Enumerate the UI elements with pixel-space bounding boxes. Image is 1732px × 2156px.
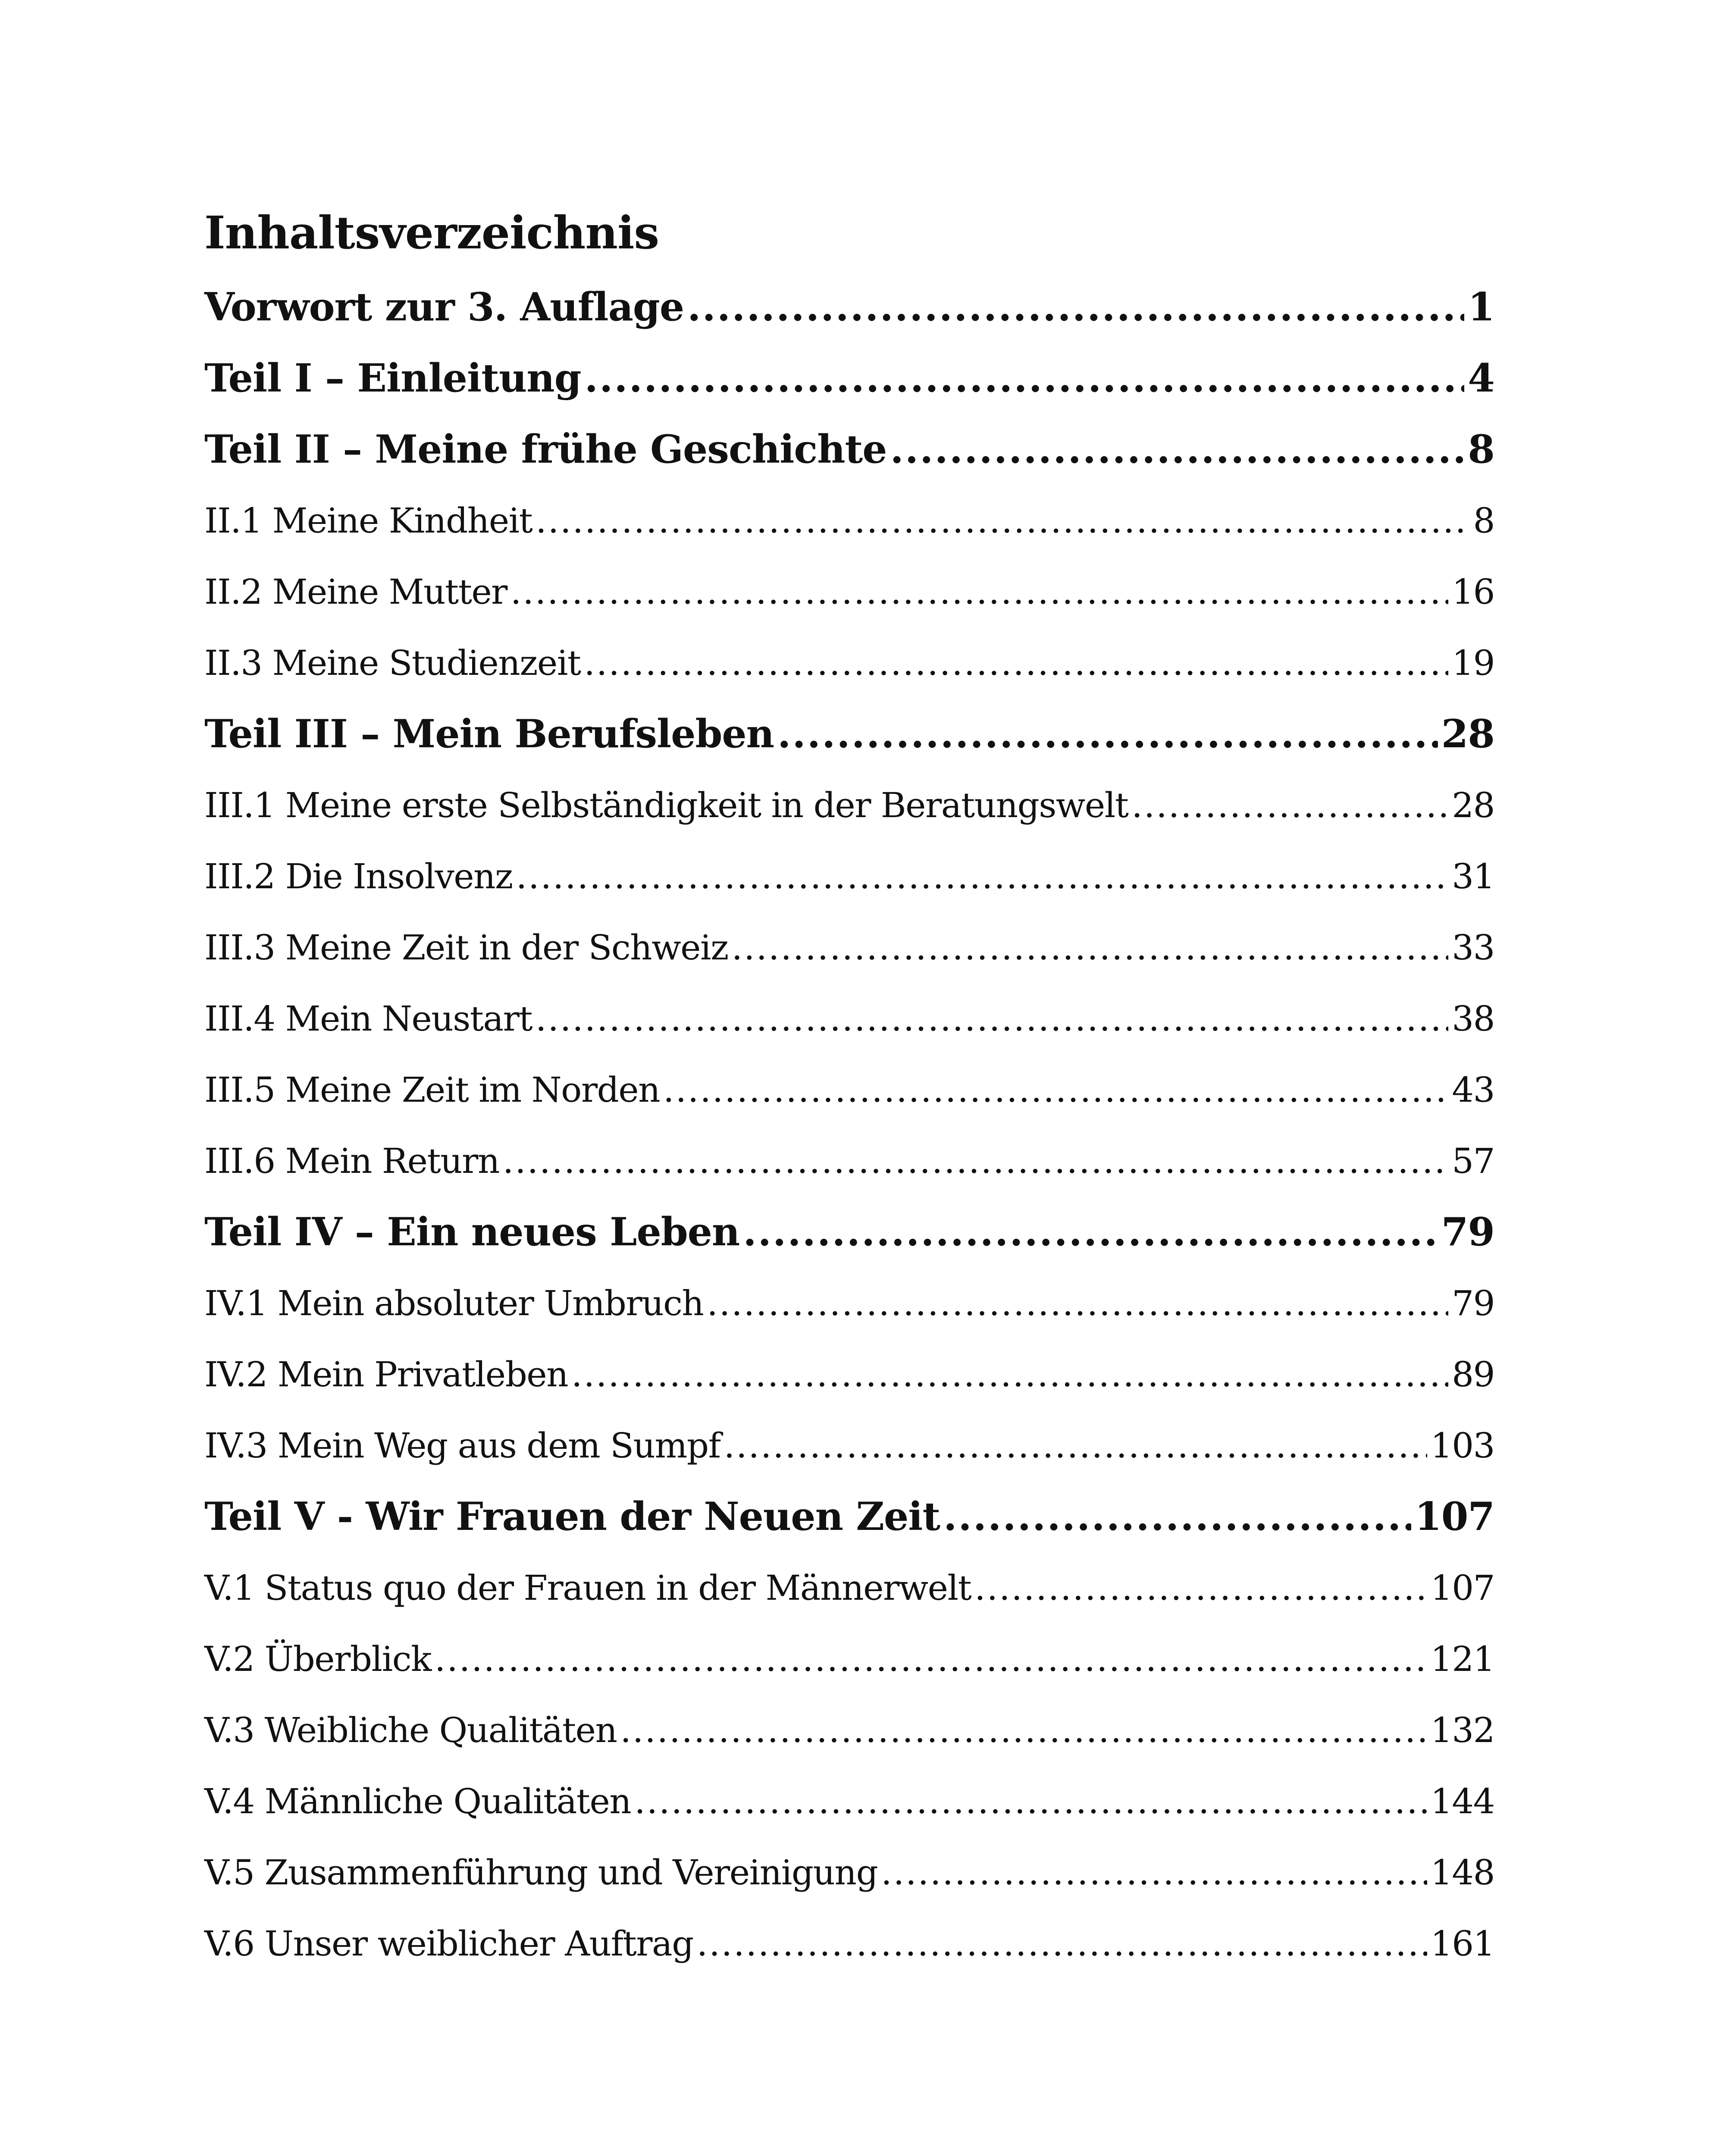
toc-entry-page-number: 31 — [1452, 856, 1494, 896]
toc-section-entry — [204, 485, 1494, 556]
toc-entry-title: V.5 Zusammenführung und Vereinigung — [204, 1852, 878, 1893]
toc-entry-page-number: 8 — [1468, 426, 1494, 472]
toc-entry-list — [204, 272, 1494, 1979]
toc-part-entry — [204, 414, 1494, 485]
toc-entry-title: III.1 Meine erste Selbständigkeit in der Beratungswelt — [204, 785, 1128, 825]
toc-entry-title: Teil III – Mein Berufsleben — [204, 711, 774, 757]
toc-part-entry — [204, 1197, 1494, 1268]
toc-entry-title: III.4 Mein Neustart — [204, 999, 532, 1039]
toc-entry-page-number: 79 — [1441, 1209, 1494, 1255]
toc-entry-title: IV.1 Mein absoluter Umbruch — [204, 1283, 704, 1323]
toc-section-entry — [204, 1766, 1494, 1837]
toc-entry-title: II.1 Meine Kindheit — [204, 501, 532, 541]
toc-dot-leader — [663, 1054, 1448, 1125]
toc-dot-leader — [571, 1339, 1448, 1410]
toc-entry-page-number: 89 — [1452, 1354, 1494, 1395]
toc-entry-page-number: 121 — [1430, 1639, 1494, 1679]
toc-entry-page-number: 107 — [1415, 1494, 1494, 1539]
toc-entry-title: II.2 Meine Mutter — [204, 572, 507, 612]
toc-part-entry — [204, 272, 1494, 343]
toc-part-entry — [204, 699, 1494, 770]
toc-entry-page-number: 28 — [1441, 711, 1494, 757]
toc-section-entry — [204, 1339, 1494, 1410]
toc-entry-page-number: 57 — [1452, 1141, 1494, 1181]
toc-dot-leader — [890, 414, 1464, 485]
toc-dot-leader — [707, 1268, 1448, 1339]
toc-dot-leader — [777, 699, 1438, 770]
toc-entry-page-number: 16 — [1452, 572, 1494, 612]
toc-dot-leader — [435, 1623, 1427, 1695]
toc-entry-page-number: 148 — [1430, 1852, 1494, 1893]
toc-entry-title: III.3 Meine Zeit in der Schweiz — [204, 928, 728, 968]
toc-dot-leader — [620, 1695, 1427, 1766]
toc-dot-leader — [584, 627, 1448, 699]
toc-dot-leader — [585, 343, 1465, 414]
table-of-contents — [204, 203, 1494, 1979]
toc-entry-page-number: 161 — [1430, 1924, 1494, 1964]
toc-section-entry — [204, 1054, 1494, 1125]
toc-entry-title: Teil II – Meine frühe Geschichte — [204, 426, 887, 472]
toc-entry-title: IV.3 Mein Weg aus dem Sumpf — [204, 1426, 720, 1466]
toc-dot-leader — [743, 1197, 1438, 1268]
toc-entry-title: Teil V - Wir Frauen der Neuen Zeit — [204, 1494, 940, 1539]
toc-dot-leader — [724, 1410, 1427, 1481]
toc-section-entry — [204, 1623, 1494, 1695]
toc-entry-page-number: 4 — [1468, 355, 1494, 401]
toc-dot-leader — [974, 1552, 1427, 1623]
toc-entry-title: Vorwort zur 3. Auflage — [204, 284, 684, 330]
toc-section-entry — [204, 983, 1494, 1054]
toc-dot-leader — [634, 1766, 1427, 1837]
toc-entry-page-number: 38 — [1452, 999, 1494, 1039]
toc-section-entry — [204, 1908, 1494, 1979]
toc-dot-leader — [732, 912, 1448, 983]
toc-entry-title: V.6 Unser weiblicher Auftrag — [204, 1924, 693, 1964]
toc-entry-page-number: 132 — [1430, 1710, 1494, 1750]
toc-section-entry — [204, 1125, 1494, 1197]
toc-dot-leader — [687, 272, 1464, 343]
toc-section-entry — [204, 841, 1494, 912]
toc-entry-title: V.1 Status quo der Frauen in der Männerwelt — [204, 1568, 971, 1608]
toc-part-entry — [204, 1481, 1494, 1552]
toc-entry-title: V.2 Überblick — [204, 1639, 431, 1679]
toc-section-entry — [204, 1837, 1494, 1908]
toc-dot-leader — [536, 485, 1469, 556]
toc-dot-leader — [881, 1837, 1427, 1908]
toc-entry-page-number: 19 — [1452, 643, 1494, 683]
toc-dot-leader — [516, 841, 1449, 912]
toc-entry-title: IV.2 Mein Privatleben — [204, 1354, 568, 1395]
toc-dot-leader — [943, 1481, 1411, 1552]
toc-entry-title: Teil IV – Ein neues Leben — [204, 1209, 740, 1255]
toc-section-entry — [204, 1268, 1494, 1339]
toc-section-entry — [204, 912, 1494, 983]
toc-part-entry — [204, 343, 1494, 414]
toc-entry-page-number: 107 — [1430, 1568, 1494, 1608]
toc-entry-title: III.6 Mein Return — [204, 1141, 499, 1181]
toc-dot-leader — [536, 983, 1448, 1054]
toc-entry-page-number: 79 — [1452, 1283, 1494, 1323]
toc-dot-leader — [1131, 770, 1448, 841]
toc-entry-page-number: 144 — [1430, 1781, 1494, 1821]
toc-entry-title: Teil I – Einleitung — [204, 355, 581, 401]
toc-entry-page-number: 43 — [1452, 1070, 1494, 1110]
toc-section-entry — [204, 1410, 1494, 1481]
toc-dot-leader — [503, 1125, 1448, 1197]
toc-entry-page-number: 8 — [1473, 501, 1494, 541]
toc-entry-page-number: 1 — [1468, 284, 1494, 330]
toc-section-entry — [204, 627, 1494, 699]
toc-entry-title: III.2 Die Insolvenz — [204, 856, 513, 896]
toc-title: Inhaltsverzeichnis — [204, 206, 659, 259]
toc-dot-leader — [697, 1908, 1427, 1979]
toc-dot-leader — [511, 556, 1448, 627]
toc-entry-title: V.4 Männliche Qualitäten — [204, 1781, 631, 1821]
toc-entry-page-number: 28 — [1452, 785, 1494, 825]
toc-section-entry — [204, 1552, 1494, 1623]
toc-entry-title: III.5 Meine Zeit im Norden — [204, 1070, 660, 1110]
toc-entry-title: V.3 Weibliche Qualitäten — [204, 1710, 617, 1750]
toc-entry-page-number: 103 — [1430, 1426, 1494, 1466]
toc-section-entry — [204, 770, 1494, 841]
toc-entry-page-number: 33 — [1452, 928, 1494, 968]
toc-section-entry — [204, 1695, 1494, 1766]
toc-section-entry — [204, 556, 1494, 627]
toc-entry-title: II.3 Meine Studienzeit — [204, 643, 581, 683]
